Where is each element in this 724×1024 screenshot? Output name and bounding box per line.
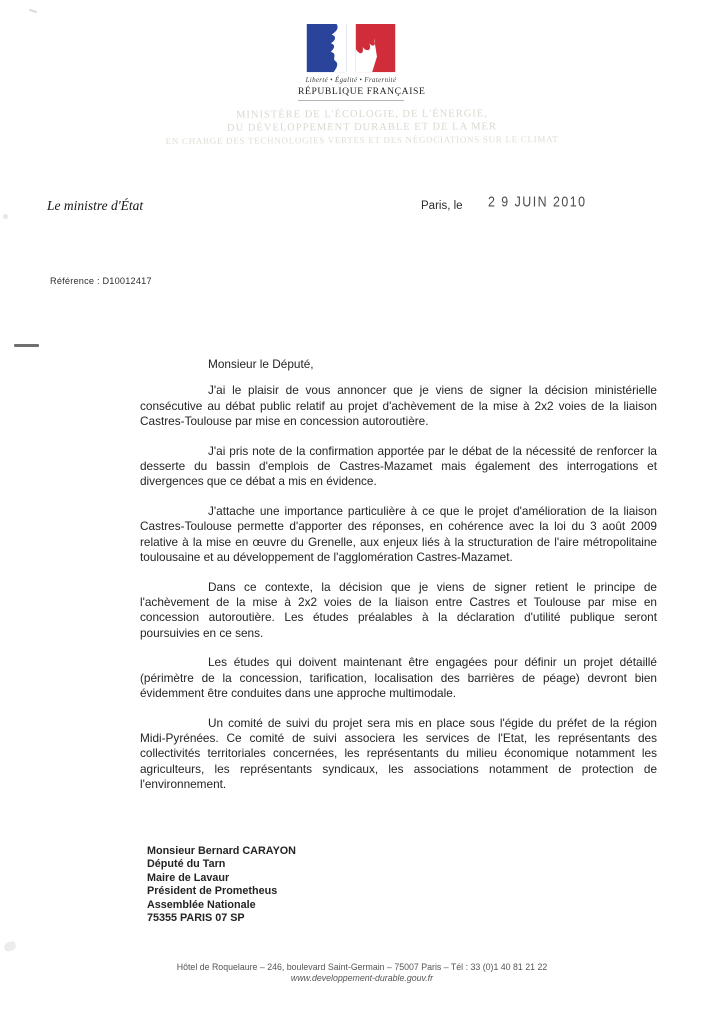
paragraph-2: J'ai pris note de la confirmation apportée par le débat de la nécessité de renforcer la desserte du bassin d'emplois de Castres-Mazamet mais également des interrogations et divergences que ce débat a mis en évidence.: [140, 443, 657, 489]
date-stamp: 2 9 JUIN 2010: [488, 193, 587, 210]
recipient-name: Monsieur Bernard CARAYON: [147, 845, 296, 857]
paragraph-6: Un comité de suivi du projet sera mis en place sous l'égide du préfet de la région Midi-Pyrénées. Ce comité de suivi associera les services de l'Etat, les représentants des collectivités territoriales concernées, les représentants du milieu économique notamment les agriculteurs, les représentants syndicaux, les associations notamment de protection de l'environnement.: [140, 715, 657, 792]
paragraph-4: Dans ce contexte, la décision que je viens de signer retient le principe de l'achèvement de la mise à 2x2 voies de la liaison entre Castres et Toulouse par mise en concession autoroutière. Les études préalables à la déclaration d'utilité publique seront poursuivies en ce sens.: [140, 579, 657, 640]
recipient-title-2: Maire de Lavaur: [147, 871, 230, 884]
place-date-label: Paris, le: [421, 200, 463, 212]
scan-smudge-top: [29, 9, 37, 14]
paragraph-5: Les études qui doivent maintenant être engagées pour définir un projet détaillé (périmètre de la concession, tarification, localisation des barrières de péage) devront bien évidemment être conduites dans une approche multimodale.: [140, 655, 657, 701]
ministry-line-1: MINISTÈRE DE L'ÉCOLOGIE, DE L'ÉNERGIE,: [236, 108, 488, 121]
sender-title: Le ministre d'État: [47, 198, 144, 213]
scan-smudge-left: [3, 214, 8, 219]
fold-mark: [14, 344, 39, 347]
reference-number: Référence : D10012417: [50, 276, 152, 286]
footer-website: www.developpement-durable.gouv.fr: [290, 973, 434, 983]
logo-republique-francaise-text: RÉPUBLIQUE FRANÇAISE: [298, 86, 404, 101]
ministry-line-2: DU DÉVELOPPEMENT DURABLE ET DE LA MER: [226, 121, 497, 134]
letter-footer: [0, 962, 724, 984]
logo-motto: Liberté • Égalité • Fraternité: [305, 77, 397, 84]
republique-francaise-logo: [298, 24, 426, 101]
recipient-title-1: Député du Tarn: [147, 858, 226, 871]
paragraph-3: J'attache une importance particulière à ce que le projet d'amélioration de la liaison Castres-Toulouse permette d'apporter des réponses, en cohérence avec la loi du 3 août 2009 relative à la mise en œuvre du Grenelle, aux enjeux liés à la structuration de l'aire métropolitaine toulousaine et au développement de l'agglomération Castres-Mazamet.: [140, 504, 657, 564]
recipient-postal: 75355 PARIS 07 SP: [147, 912, 245, 925]
footer-address-line: Hôtel de Roquelaure – 246, boulevard Saint-Germain – 75007 Paris – Tél : 33 (0)1 40 81 21 22: [176, 962, 548, 972]
salutation: Monsieur le Député,: [208, 357, 314, 371]
ministry-letterhead: [0, 106, 724, 149]
marianne-flag-icon: [301, 24, 401, 74]
recipient-address: [147, 845, 296, 925]
recipient-title-3: Président de Prometheus: [147, 885, 278, 898]
ministry-line-3: EN CHARGE DES TECHNOLOGIES VERTES ET DES NÉGOCIATIONS SUR LE CLIMAT: [165, 133, 559, 147]
letter-body: [140, 357, 657, 807]
paragraph-1: J'ai le plaisir de vous annoncer que je viens de signer la décision ministérielle consécutive au débat public relatif au projet d'achèvement de la mise à 2x2 voies de la liaison Castres-Toulouse par mise en concession autoroutière.: [140, 383, 657, 428]
recipient-institution: Assemblée Nationale: [147, 898, 256, 911]
scan-smudge-bottom: [3, 941, 17, 953]
